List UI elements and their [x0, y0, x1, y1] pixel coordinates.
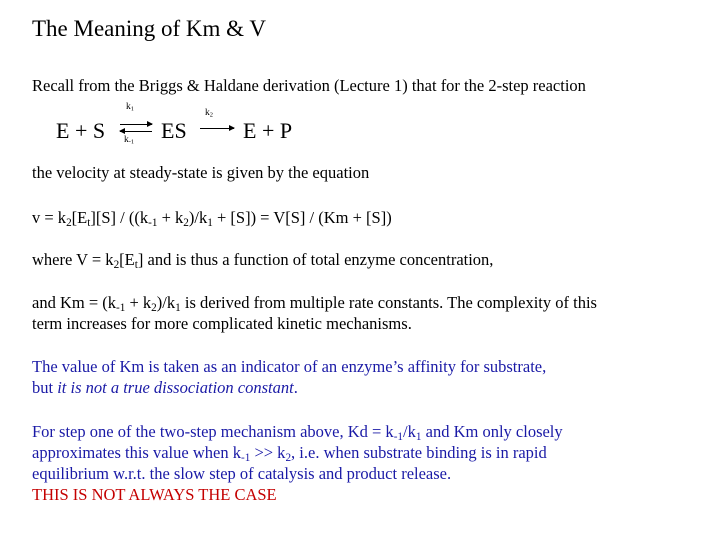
k2-label: $k_2$	[205, 108, 213, 119]
reverse-arrow-1	[120, 131, 152, 132]
slide-title: The Meaning of Km & V	[32, 16, 267, 41]
warning-text: THIS IS NOT ALWAYS THE CASE	[32, 485, 277, 504]
k-minus1-label: $k_{-1}$	[124, 135, 135, 146]
where-v-line: where $V = k_2[E_t]$ and is thus a function of total enzyme concentration,	[32, 250, 494, 271]
velocity-equation: $v = k_2[E_t][S] / ((k_{-1} + k_2)/k_1 + [S]) = V[S] / (Km + [S])$	[32, 208, 392, 229]
velocity-line: the velocity at steady-state is given by the equation	[32, 163, 370, 182]
products-label: E + P	[243, 118, 293, 143]
recall-text: Recall from the Briggs & Haldane derivation (Lecture 1) that for the 2-step reaction	[32, 76, 586, 95]
not-dissociation-emphasis: it is not a true dissociation constant	[57, 378, 294, 397]
k1-label: $k_1$	[126, 102, 134, 113]
affinity-paragraph: The value of Km is taken as an indicator of an enzyme’s affinity for substrate, but it is not a true dissociation constant.	[32, 357, 547, 397]
reactants-label: E + S	[56, 118, 106, 143]
kd-paragraph: For step one of the two-step mechanism above, $Kd = k_{-1}/k_1$ and Km only closely approximates this value when $k_{-1} >> k_2$, i.e. when substrate binding is in rapid equilibrium w.r.t. the slow step of catalysis and product release.	[32, 422, 563, 483]
forward-arrow-2	[200, 128, 234, 129]
km-definition: and $Km = (k_{-1} + k_2)/k_1$ is derived from multiple rate constants. The complexity of this term increases for more complicated kinetic mechanisms.	[32, 293, 597, 333]
forward-arrow-1	[120, 124, 152, 125]
intermediate-label: ES	[161, 118, 187, 143]
